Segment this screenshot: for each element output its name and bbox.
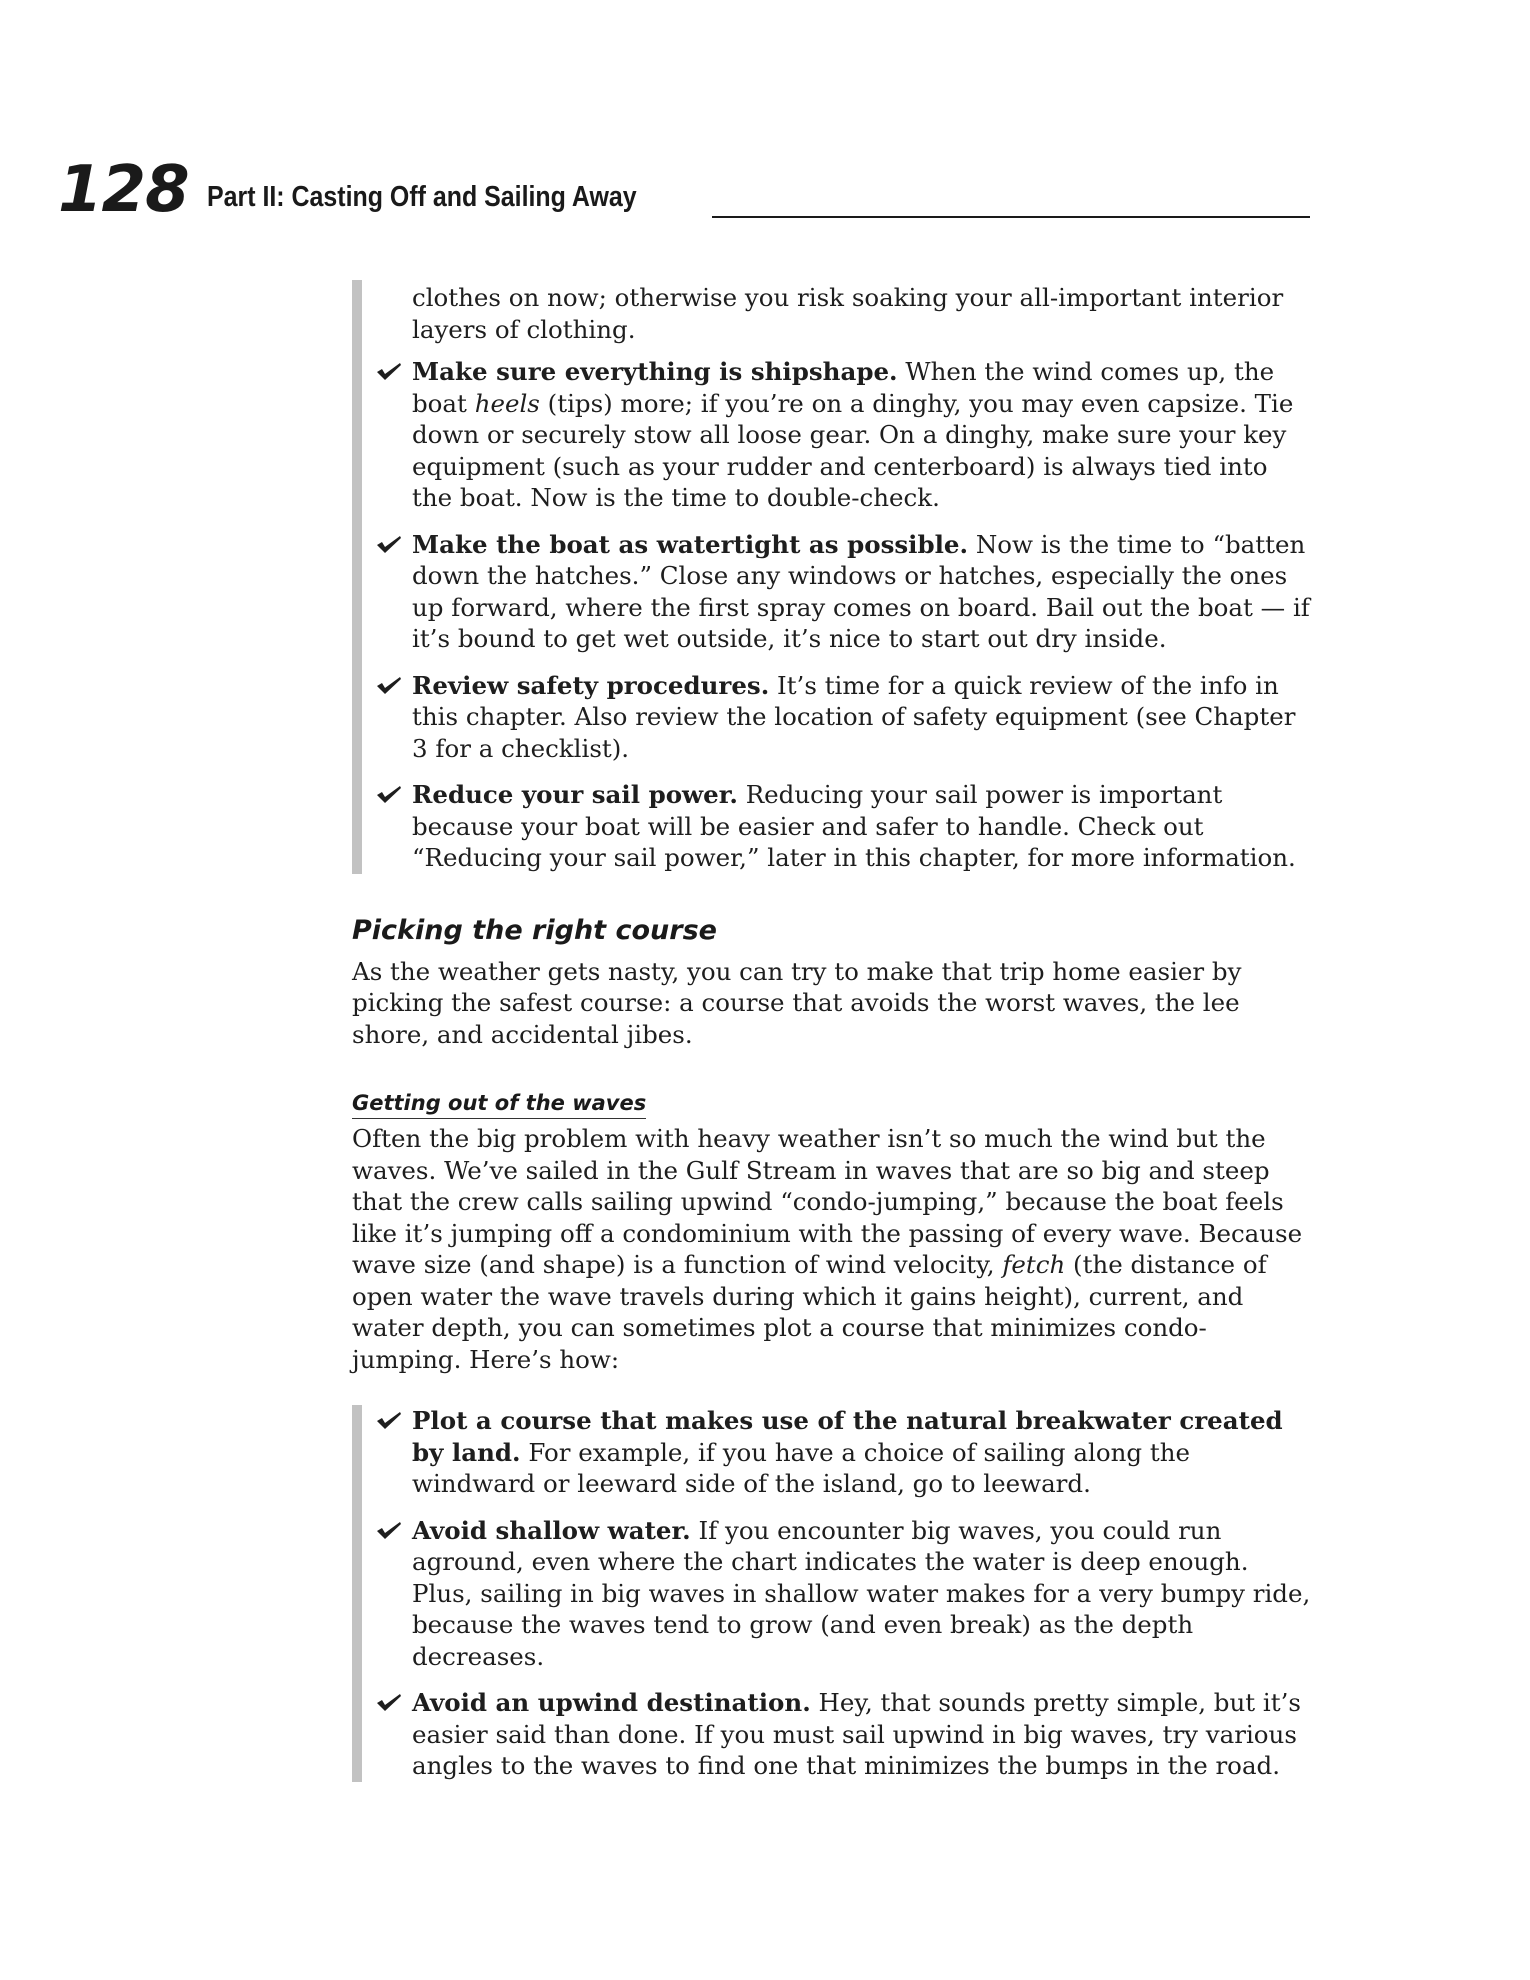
item-text: For example, if you have a choice of sailing along the windward or leeward side of the island, go to leeward. xyxy=(412,1437,1190,1498)
check-icon xyxy=(376,535,402,555)
page-content xyxy=(352,280,1312,1782)
item-text: It’s time for a quick review of the info in this chapter. Also review the location of safety equipment (see Chapter 3 for a checklist). xyxy=(412,670,1296,763)
subsection-heading: Getting out of the waves xyxy=(352,1088,646,1119)
list-item xyxy=(412,1405,1312,1500)
checklist-box xyxy=(352,280,1312,874)
item-text: If you encounter big waves, you could run aground, even where the chart indicates the water is deep enough. Plus, sailing in big waves in shallow water makes for a very bumpy ride, because the waves tend to grow (and even break) as the depth decreases. xyxy=(412,1515,1311,1671)
section-intro: As the weather gets nasty, you can try to make that trip home easier by picking the safest course: a course that avoids the worst waves, the lee shore, and accidental jibes. xyxy=(352,956,1242,1049)
paragraph-term: fetch xyxy=(1002,1250,1066,1279)
continuation-text: clothes on now; otherwise you risk soaking your all-important interior layers of clothing. xyxy=(412,283,1284,344)
item-lead: Make sure everything is shipshape. xyxy=(412,357,898,386)
header-rule xyxy=(712,216,1310,218)
check-icon xyxy=(376,676,402,696)
checklist-box xyxy=(352,1405,1312,1782)
list-item xyxy=(412,1687,1312,1782)
item-term: heels xyxy=(474,388,540,418)
item-text: Hey, that sounds pretty simple, but it’s easier said than done. If you must sail upwind in big waves, try various angles to the waves to find one that minimizes the bumps in the road. xyxy=(412,1688,1301,1780)
list-item xyxy=(412,779,1312,874)
checklist xyxy=(412,1405,1312,1782)
check-icon xyxy=(376,1693,402,1713)
item-lead: Plot a course that makes use of the natural breakwater created by land. xyxy=(412,1406,1283,1467)
item-lead: Avoid shallow water. xyxy=(412,1515,691,1545)
item-text: Reducing your sail power is important because your boat will be easier and safer to handle. Check out “Reducing your sail power,” later in this chapter, for more information. xyxy=(412,780,1296,872)
paragraph-text: Often the big problem with heavy weather isn’t so much the wind but the waves. We’ve sailed in the Gulf Stream in waves that are so big and steep that the crew calls sailing upwind “condo-jumping,” because the boat feels like it’s jumping off a condominium with the passing of every wave. Because wave size (and shape) is a function of wind velocity, xyxy=(352,1124,1303,1279)
item-lead: Avoid an upwind destination. xyxy=(412,1688,811,1717)
item-text: Now is the time to “batten down the hatches.” Close any windows or hatches, especially the ones up forward, where the first spray comes on board. Bail out the boat — if it’s bound to get wet outside, it’s nice to start out dry inside. xyxy=(412,529,1310,653)
item-text: When the wind comes up, the boat xyxy=(412,357,1275,418)
paragraph-text: (the distance of open water the wave travels during which it gains height), current, and water depth, you can sometimes plot a course that minimizes condo-jumping. Here’s how: xyxy=(352,1250,1267,1374)
item-lead: Review safety procedures. xyxy=(412,670,770,700)
checklist xyxy=(412,356,1312,874)
check-icon xyxy=(376,362,402,382)
page-number: 128 xyxy=(58,153,189,227)
check-icon xyxy=(376,785,402,805)
check-icon xyxy=(376,1411,402,1431)
running-header-title: Part II: Casting Off and Sailing Away xyxy=(207,181,637,213)
list-item xyxy=(412,1515,1312,1673)
list-item xyxy=(412,670,1312,765)
list-item xyxy=(412,356,1312,514)
item-text: (tips) more; if you’re on a dinghy, you may even capsize. Tie down or securely stow all loose gear. On a dinghy, make sure your key equipment (such as your rudder and centerboard) is always tied into the boat. Now is the time to double-check. xyxy=(412,388,1294,512)
list-item xyxy=(412,529,1312,655)
section-heading: Picking the right course xyxy=(352,914,717,946)
subsection-paragraph xyxy=(352,1123,1312,1375)
check-icon xyxy=(376,1521,402,1541)
item-lead: Make the boat as watertight as possible. xyxy=(412,529,969,559)
item-lead: Reduce your sail power. xyxy=(412,780,738,809)
